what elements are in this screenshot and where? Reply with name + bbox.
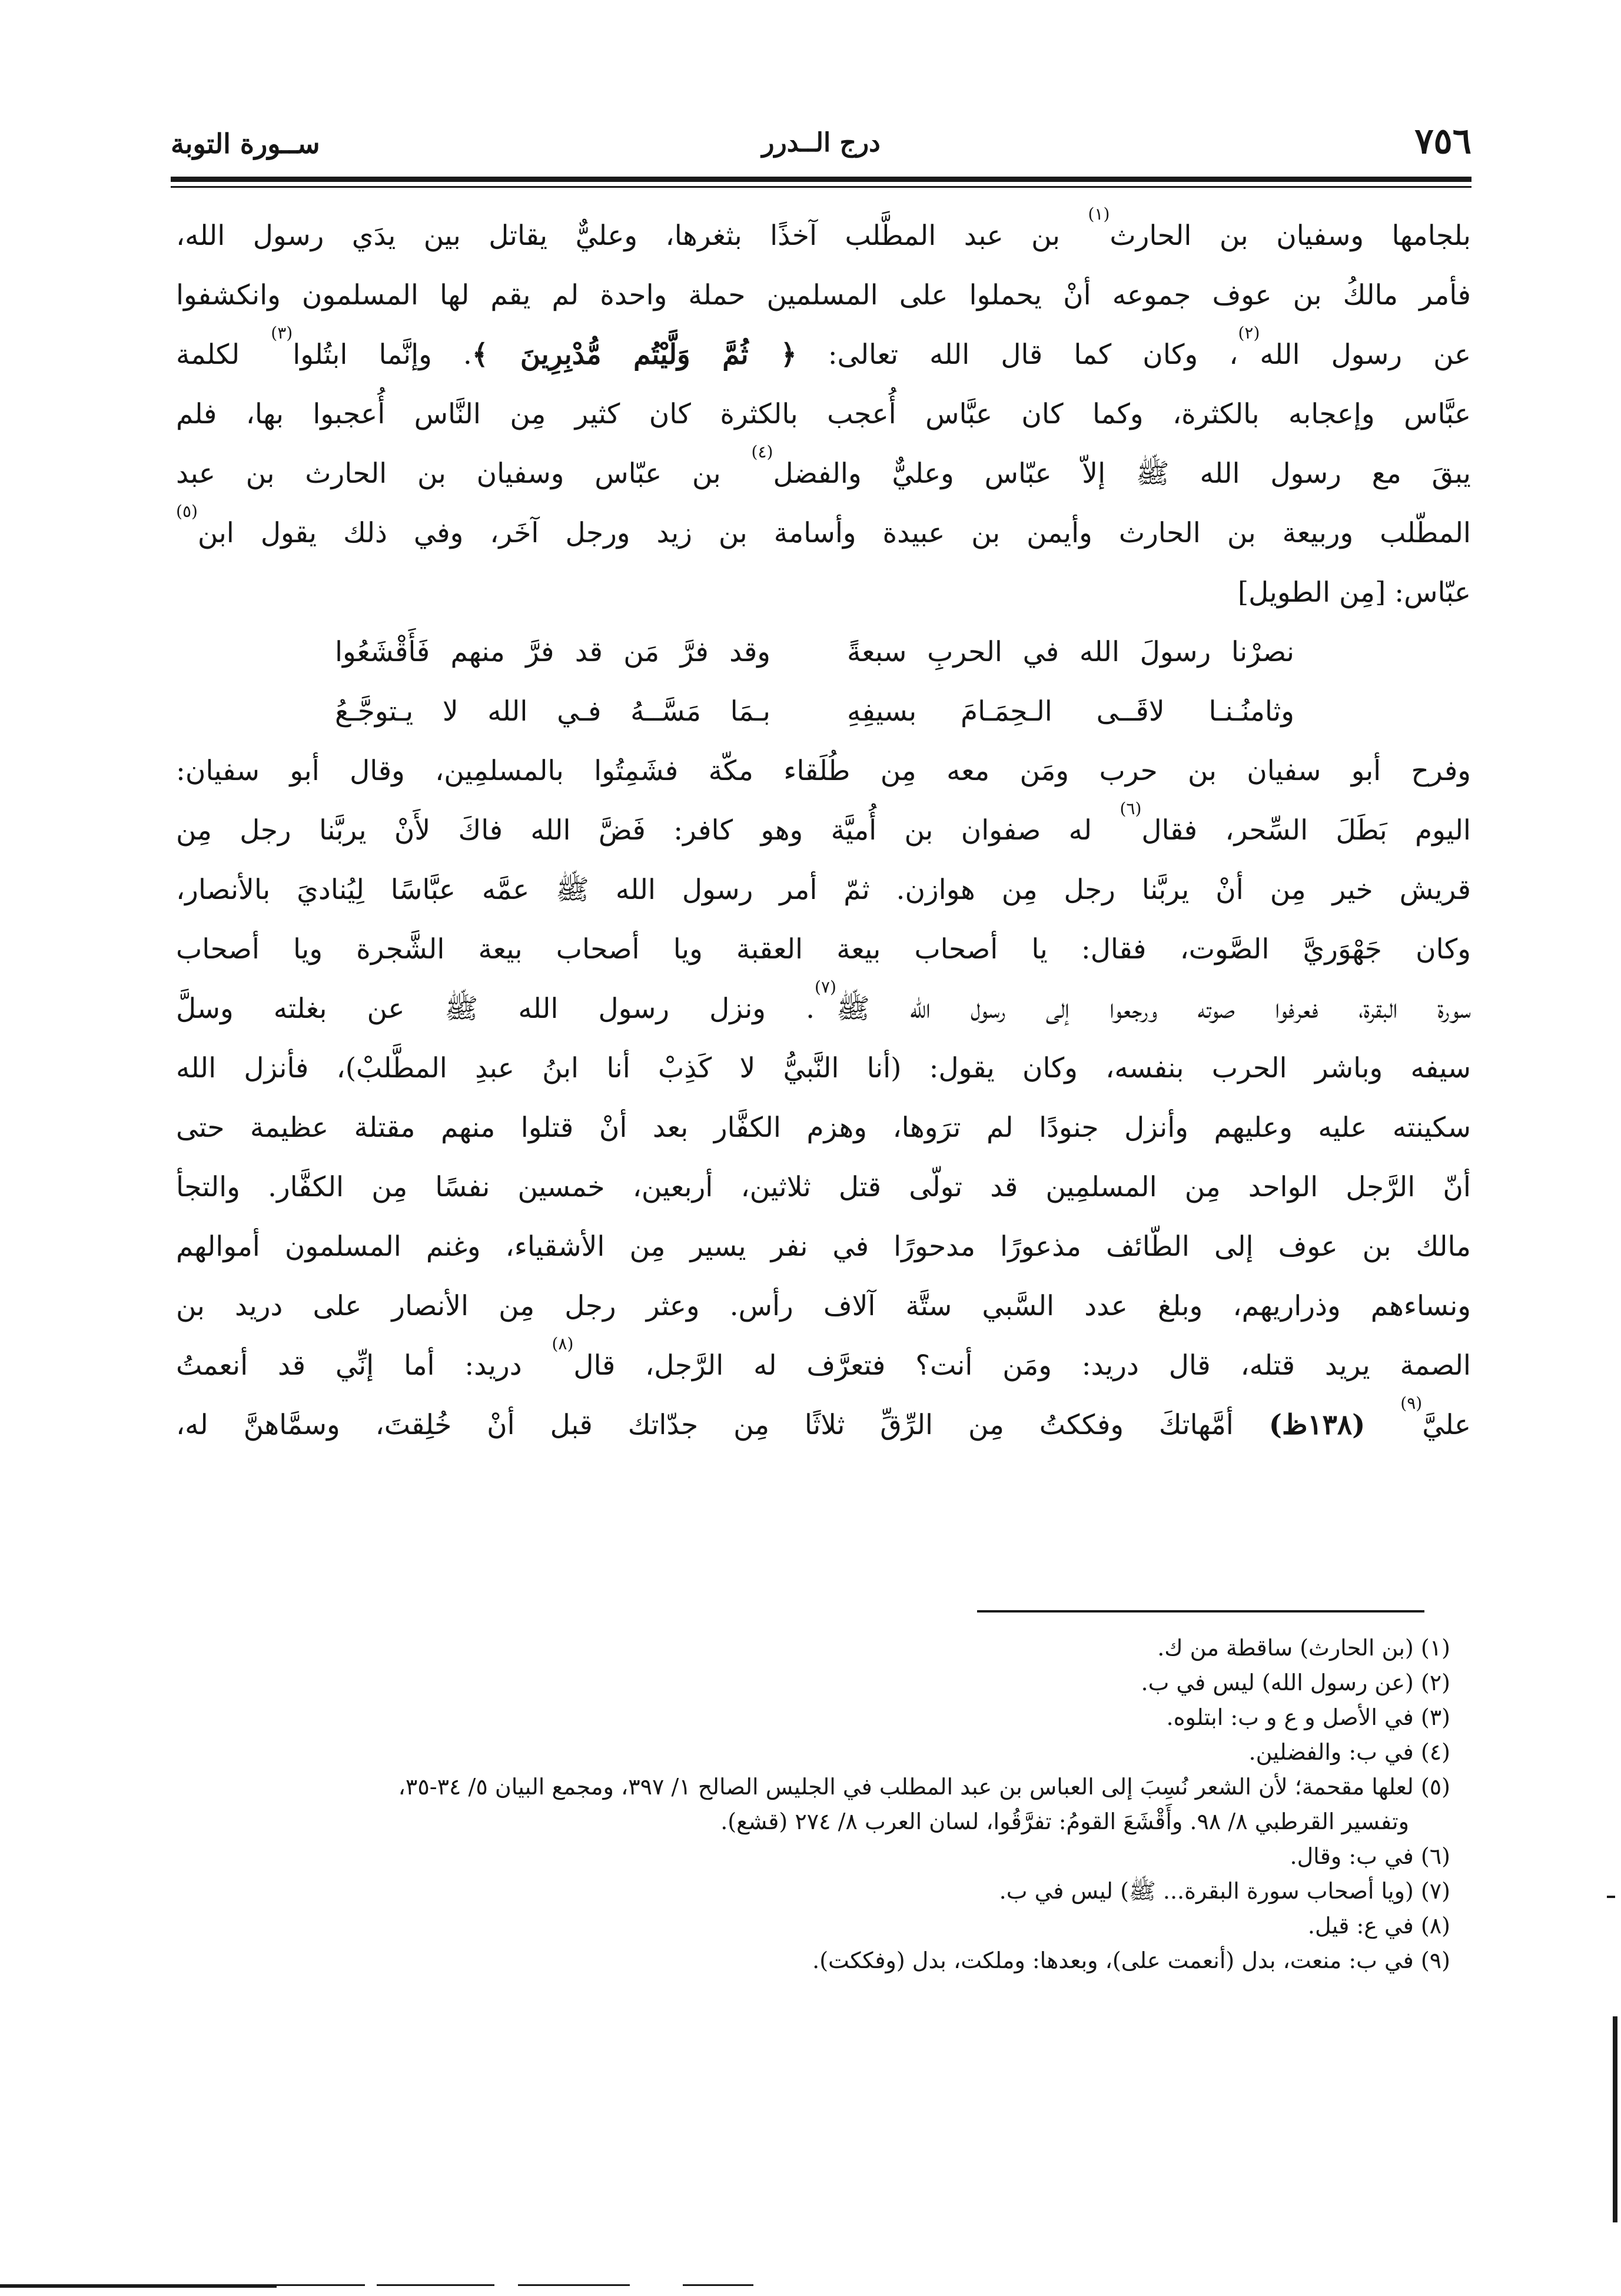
main-text	[176, 206, 1471, 1455]
text-line: وفرح أبو سفيان بن حرب ومَن معه مِن طُلَقاء مكّة فشَمِتُوا بالمسلمِين، وقال أبو سفيان:	[176, 755, 1471, 787]
scan-edge-mark	[377, 2284, 494, 2286]
scan-edge-mark	[1613, 2016, 1617, 2222]
text-line: قريش خير مِن أنْ يربَّنا رجل مِن هوازن. ثمّ أمر رسول الله ﷺ عمَّه عبَّاسًا لِيُناديَ بالأنصار،	[176, 874, 1471, 906]
text-line: فأمر مالكُ بن عوف جموعه أنْ يحملوا على المسلمين حملة واحدة لم يقم لها المسلمون وانكشفوا	[176, 279, 1471, 311]
footnotes	[132, 1631, 1450, 1978]
manuscript-folio-marker: (١٣٨ظ)	[1268, 1409, 1366, 1441]
footnote-separator	[977, 1610, 1424, 1612]
footnote: (٤) في ب: والفضلين.	[1248, 1739, 1450, 1765]
quran-verse: ﴿ ثُمَّ وَلَّيْتُم مُّدْبِرِينَ ﴾	[471, 339, 797, 371]
scan-edge-mark	[683, 2284, 753, 2286]
text-line: مالك بن عوف إلى الطّائف مذعورًا مدحورًا في نفر يسير مِن الأشقياء، وغنم المسلمون أموالهم	[176, 1230, 1471, 1263]
text-line: بلجامها وسفيان بن الحارث$^{(١)}$ بن عبد المطَّلب آخذًا بثغرها، وعليٌّ يقاتل بين يدَي رسول الله،	[176, 206, 1471, 266]
footnote-marker: (١)	[1088, 206, 1110, 224]
page-number: ٧٥٦	[1414, 121, 1471, 162]
text-line: المطّلب وربيعة بن الحارث وأيمن بن عبيدة وأسامة بن زيد ورجل آخَر، وفي ذلك يقول ابن$^{(٥)}$	[176, 503, 1471, 563]
footnote: (٢) (عن رسول الله) ليس في ب.	[1141, 1670, 1450, 1696]
scan-edge-mark	[0, 2284, 277, 2288]
poem-second-hemistich: بـمَا مَسَّــهُ فـي الله لا يـتوجَّـعُ	[335, 695, 770, 728]
footnote: (١) (بن الحارث) ساقطة من ك.	[1157, 1635, 1450, 1661]
text-line: عبّاس: [مِن الطويل]	[1237, 576, 1471, 609]
footnote-marker: (٦)	[1120, 801, 1142, 818]
text-line: عبَّاس وإعجابه بالكثرة، وكما كان عبَّاس أُعجب بالكثرة كان كثير مِن النَّاس أُعجبوا بها، فلم	[176, 398, 1471, 430]
text-line: يبقَ مع رسول الله ﷺ إلاّ عبّاس وعليٌّ والفضل$^{(٤)}$ بن عبّاس وسفيان بن الحارث بن عبد	[176, 444, 1471, 503]
text-line: أنّ الرَّجل الواحد مِن المسلمِين قد تولّى قتل ثلاثين، أربعين، خمسين نفسًا مِن الكفَّار. والتجأ	[176, 1171, 1471, 1203]
text-line: سكينته عليه وعليهم وأنزل جنودًا لم ترَوها، وهزم الكفَّار بعد أنْ قتلوا منهم مقتلة عظيمة حتى	[176, 1111, 1471, 1144]
footnote-marker: (٣)	[271, 325, 293, 343]
text-line: ونساءهم وذراريهم، وبلغ عدد السَّبي ستَّة آلاف رأس. وعثر رجل مِن الأنصار على دريد بن	[176, 1290, 1471, 1322]
text-line: الصمة يريد قتله، قال دريد: ومَن أنت؟ فتعرَّف له الرَّجل، قال$^{(٨)}$ دريد: أما إنِّي قد أنعمتُ	[176, 1336, 1471, 1395]
text-line: سورة البقرة، فعرفوا صوته ورجعوا إلى رسول الله ﷺ$^{(٧)}$. ونزل رسول الله ﷺ عن بغلته وسلَّ	[176, 979, 1471, 1038]
footnote-marker: (٥)	[176, 503, 198, 521]
poem-first-hemistich: وثامنُـنـا لاقَــى الـحِمَـامَ بسيفِهِ	[847, 695, 1294, 728]
footnote: (٥) لعلها مقحمة؛ لأن الشعر نُسِبَ إلى العباس بن عبد المطلب في الجليس الصالح ١/ ٣٩٧، ومجمع البيان ٥/ ٣٤-٣٥،	[398, 1774, 1450, 1800]
poem-verse	[176, 682, 1471, 741]
text-line: عليَّ$^{(٩)}$ (١٣٨ظ) أمَّهاتكَ وفككتُ مِن الرِّقِّ ثلاثًا مِن جدّاتك قبل أنْ خُلِقتَ، وسمَّاهنَّ له،	[176, 1395, 1471, 1455]
footnote-marker: (٩)	[1400, 1395, 1423, 1413]
text-line: سيفه وباشر الحرب بنفسه، وكان يقول: (أنا النَّبيُّ لا كَذِبْ أنا ابنُ عبدِ المطَّلبْ)، فأنزل الله	[176, 1052, 1471, 1084]
footnote-continuation: وتفسير القرطبي ٨/ ٩٨. وأَقْشَعَ القومُ: تفرَّقُوا، لسان العرب ٨/ ٢٧٤ (قشع).	[720, 1809, 1409, 1834]
poem-verse	[176, 622, 1471, 682]
footnote: (٣) في الأصل و ع و ب: ابتلوه.	[1166, 1704, 1450, 1730]
scan-edge-mark	[277, 2284, 365, 2286]
footnote-marker: (٤)	[751, 444, 773, 462]
footnote-marker: (٧)	[815, 979, 836, 997]
text-line: وكان جَهْوَريَّ الصَّوت، فقال: يا أصحاب بيعة العقبة ويا أصحاب بيعة الشَّجرة ويا أصحاب	[176, 933, 1471, 965]
footnote-marker: (٢)	[1238, 325, 1260, 343]
footnote: (٨) في ع: قيل.	[1307, 1913, 1450, 1939]
header-rule-thin	[171, 186, 1471, 188]
book-title: درج الــدرر	[762, 128, 881, 158]
footnote: (٧) (ويا أصحاب سورة البقرة... ﷺ) ليس في ب.	[999, 1878, 1450, 1904]
scan-edge-mark	[518, 2284, 630, 2286]
text-line: عن رسول الله$^{(٢)}$، وكان كما قال الله تعالى: ﴿ ثُمَّ وَلَّيْتُم مُّدْبِرِينَ ﴾. وإنَّما ابتُلوا$^{(٣)}$ لكلمة	[176, 325, 1471, 384]
footnote: (٦) في ب: وقال.	[1290, 1843, 1450, 1869]
header-rule-thick	[171, 177, 1471, 182]
poem-second-hemistich: وقد فرَّ مَن قد فرَّ منهم فَأَقْشَعُوا	[335, 636, 770, 668]
footnote-marker: (٨)	[552, 1336, 574, 1353]
sura-title: ســورة التوبة	[171, 128, 320, 160]
running-header	[171, 115, 1471, 180]
footnote: (٩) في ب: منعت، بدل (أنعمت على)، وبعدها: وملكت، بدل (وفككت).	[812, 1947, 1450, 1973]
poem-first-hemistich: نصرْنا رسولَ الله في الحربِ سبعةً	[847, 636, 1294, 668]
scan-edge-mark	[1607, 1896, 1615, 1898]
text-line: اليوم بَطَلَ السِّحر، فقال$^{(٦)}$ له صفوان بن أُميَّة وهو كافر: فَضَّ الله فاكَ لأَنْ يربَّنا رجل مِن	[176, 801, 1471, 860]
